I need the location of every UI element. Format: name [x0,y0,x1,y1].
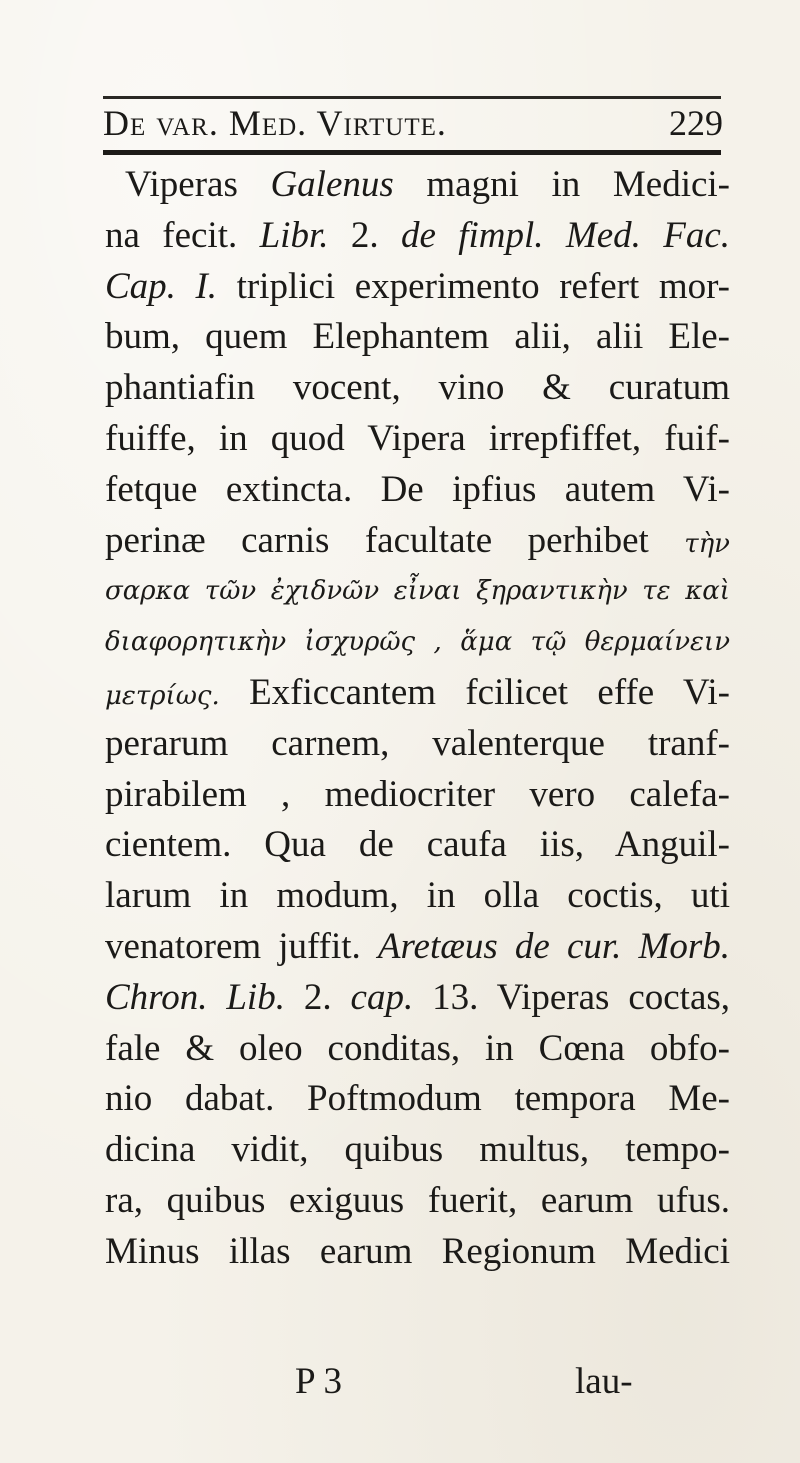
italic-text: Chron. Lib. [105,976,285,1018]
greek-text: σαρκα τῶν ἐχιδνῶν εἶναι ξηραντικὴν τε καὶ [105,576,730,607]
italic-text: de fimpl. Med. Fac. [400,214,731,256]
text-line [105,1125,730,1176]
text-line [105,820,730,871]
text-run: fale & oleo conditas, in Cœna obfo- [105,1027,730,1069]
text-line [105,973,730,1024]
text-line [105,312,730,363]
italic-text: cap. [350,976,414,1018]
catchword: lau- [575,1361,633,1402]
text-line [105,1024,730,1075]
page-number: 229 [669,103,723,143]
text-line [105,1227,730,1278]
text-line [105,211,730,262]
text-run: cientem. Qua de caufa iis, Anguil- [105,824,730,866]
body-text [105,160,730,1278]
text-line [105,1074,730,1125]
top-rule [103,96,721,99]
greek-text: διαφορητικὴν ἰσχυρῶς , ἅμα τῷ θερμαίνειν [105,627,730,658]
header-rule [103,150,721,155]
text-run: 2. [284,976,351,1018]
text-run: Exficcantem fcilicet effe Vi- [219,671,730,713]
text-run: triplici experimento refert mor- [217,265,730,307]
text-run: magni in Medici- [393,164,730,205]
text-run: pirabilem , mediocriter vero calefa- [105,773,730,815]
italic-text: Libr. [259,214,329,256]
text-line [105,668,730,719]
greek-text: τὴν [684,528,730,559]
footer-line [105,1360,730,1410]
text-run: 2. [328,214,401,256]
italic-text: Aretæus de cur. Morb. [377,925,730,967]
italic-text: Galenus [270,164,394,205]
text-run: perinæ carnis facultate perhibet [105,519,685,561]
text-line [105,516,730,567]
text-line [105,770,730,821]
text-run: bum, quem Elephantem alii, alii Ele- [105,316,730,358]
italic-text: Cap. I. [105,265,218,307]
text-run: nio dabat. Poftmodum tempora Me- [105,1078,730,1120]
text-run: perarum carnem, valenterque tranf- [105,722,730,764]
text-line [105,160,730,211]
text-line [105,1176,730,1227]
text-run: na fecit. [105,214,260,256]
text-line [105,871,730,922]
text-run: Viperas [125,164,271,205]
text-line [105,617,730,668]
text-line [105,566,730,617]
text-line [105,414,730,465]
text-line [105,922,730,973]
text-run: phantiafin vocent, vino & curatum [105,367,730,409]
text-line [105,465,730,516]
text-run: 13. Viperas coctas, [413,976,731,1018]
text-run: larum in modum, in olla coctis, uti [105,875,730,917]
text-run: dicina vidit, quibus multus, tempo- [105,1129,730,1171]
running-head [103,102,723,146]
text-run: ra, quibus exiguus fuerit, earum ufus. [105,1179,730,1221]
signature-mark: P 3 [295,1361,342,1402]
text-line [105,363,730,414]
text-run: venatorem juffit. [105,925,378,967]
text-run: fetque extincta. De ipfius autem Vi- [105,468,730,510]
greek-text: μετρίως. [105,680,220,711]
text-line [105,262,730,313]
text-run: Minus illas earum Regionum Medici [105,1230,730,1272]
text-run: fuiffe, in quod Vipera irrepfiffet, fuif- [105,417,730,459]
text-line [105,719,730,770]
running-title: De var. Med. Virtute. [103,103,447,143]
